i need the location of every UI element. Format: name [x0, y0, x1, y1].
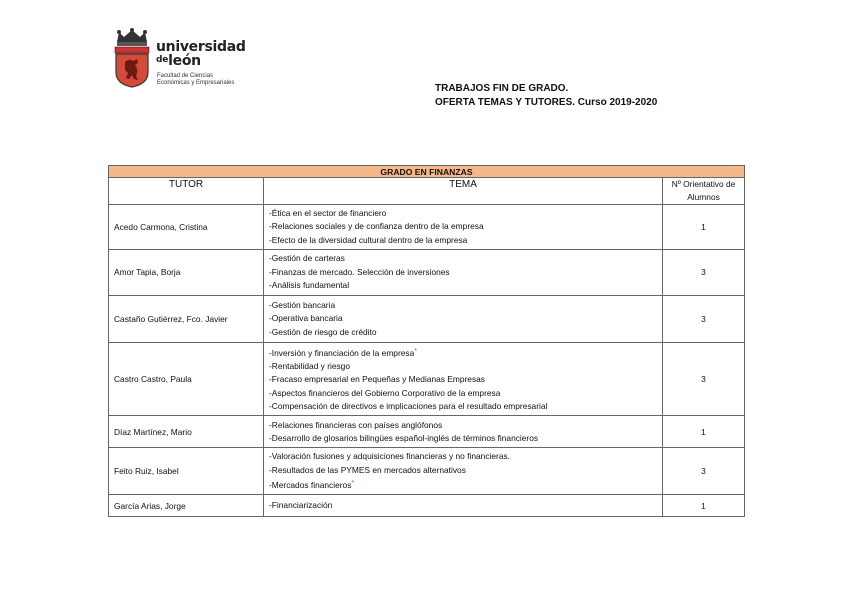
asterisk-mark: * [414, 347, 417, 355]
tema-text: -Valoración fusiones y adquisiciones financieras y no financieras. [269, 451, 510, 462]
column-header-tutor: TUTOR [109, 178, 264, 205]
table-body [109, 205, 745, 517]
tema-text: -Relaciones sociales y de confianza dentro de la empresa [269, 221, 484, 232]
faculty-line: Facultad de Ciencias [157, 73, 214, 79]
tema-line [269, 252, 657, 265]
tema-text: -Relaciones financieras con países anglófonos [269, 419, 443, 430]
university-city: león [168, 53, 201, 69]
tema-line [269, 400, 657, 413]
table-row [109, 295, 745, 342]
tutor-cell: Castaño Gutiérrez, Fco. Javier [109, 295, 264, 342]
table-row [109, 416, 745, 448]
tutor-cell: Feito Ruiz, Isabel [109, 448, 264, 495]
university-seal-icon [113, 28, 151, 88]
tema-cell [264, 205, 663, 250]
tutor-cell: Acedo Carmona, Cristina [109, 205, 264, 250]
table-row [109, 342, 745, 415]
tutor-cell: Amor Tapia, Borja [109, 249, 264, 295]
tema-text: -Fracaso empresarial en Pequeñas y Medianas Empresas [269, 374, 485, 385]
num-students-cell: 3 [663, 249, 745, 295]
university-logo [113, 28, 263, 92]
tema-text: -Rentabilidad y riesgo [269, 361, 351, 372]
tutor-cell: Díaz Martínez, Mario [109, 416, 264, 448]
university-prefix: universidad [156, 39, 246, 55]
tema-cell [264, 416, 663, 448]
tema-line [269, 360, 657, 373]
table-row [109, 205, 745, 250]
num-students-cell: 1 [663, 205, 745, 250]
tema-line [269, 419, 657, 432]
title-line-2: OFERTA TEMAS Y TUTORES. Curso 2019-2020 [435, 97, 658, 108]
topics-table [108, 165, 745, 517]
tema-line [269, 464, 657, 477]
table-row [109, 448, 745, 495]
column-header-tema: TEMA [264, 178, 663, 205]
tema-text: -Finanzas de mercado. Selección de inversiones [269, 266, 450, 277]
title-line-1: TRABAJOS FIN DE GRADO. [435, 83, 569, 94]
university-name [156, 41, 246, 68]
tema-line [269, 220, 657, 233]
tema-cell [264, 295, 663, 342]
tema-text: -Ética en el sector de financiero [269, 208, 387, 218]
tema-text: -Gestión de riesgo de crédito [269, 326, 377, 337]
tema-text: -Gestión bancaria [269, 299, 336, 310]
tutor-cell: García Arias, Jorge [109, 495, 264, 517]
column-header-num: Nº Orientativo de Alumnos [663, 178, 745, 205]
num-students-cell: 1 [663, 495, 745, 517]
tema-line [269, 499, 657, 512]
tema-line [269, 373, 657, 386]
tema-line [269, 312, 657, 325]
tema-line [269, 450, 657, 463]
num-students-cell: 3 [663, 295, 745, 342]
tema-line [269, 477, 657, 492]
tema-line [269, 234, 657, 247]
faculty-name [157, 73, 234, 87]
tema-line [269, 326, 657, 339]
tema-cell [264, 249, 663, 295]
tema-line [269, 279, 657, 292]
tema-cell [264, 342, 663, 415]
tema-line [269, 387, 657, 400]
tutor-cell: Castro Castro, Paula [109, 342, 264, 415]
tema-text: -Mercados financieros [269, 479, 352, 490]
tema-text: -Aspectos financieros del Gobierno Corporativo de la empresa [269, 387, 501, 398]
faculty-line: Económicas y Empresariales [157, 80, 235, 86]
tema-text: -Financiarización [269, 500, 333, 511]
tema-text: -Análisis fundamental [269, 280, 350, 291]
tema-text: -Gestión de carteras [269, 253, 345, 264]
num-students-cell: 3 [663, 448, 745, 495]
tema-text: -Efecto de la diversidad cultural dentro de la empresa [269, 234, 468, 245]
tema-line [269, 299, 657, 312]
tema-text: -Resultados de las PYMES en mercados alternativos [269, 464, 466, 475]
tema-text: -Desarrollo de glosarios bilingües español-inglés de términos financieros [269, 432, 539, 443]
tema-text: -Compensación de directivos e implicaciones para el resultado empresarial [269, 401, 548, 412]
tema-line [269, 345, 657, 360]
document-title [435, 82, 657, 110]
tema-line [269, 266, 657, 279]
tema-cell [264, 448, 663, 495]
num-students-cell: 1 [663, 416, 745, 448]
university-de: de [156, 55, 169, 65]
tema-cell [264, 495, 663, 517]
table-row [109, 495, 745, 517]
num-students-cell: 3 [663, 342, 745, 415]
asterisk-mark: * [351, 479, 355, 487]
tema-line [269, 432, 657, 445]
tema-line [269, 207, 657, 220]
section-header: GRADO EN FINANZAS [109, 166, 745, 178]
tema-text: -Operativa bancaria [269, 313, 343, 324]
tema-text: -Inversión y financiación de la empresa [269, 347, 415, 358]
table-row [109, 249, 745, 295]
